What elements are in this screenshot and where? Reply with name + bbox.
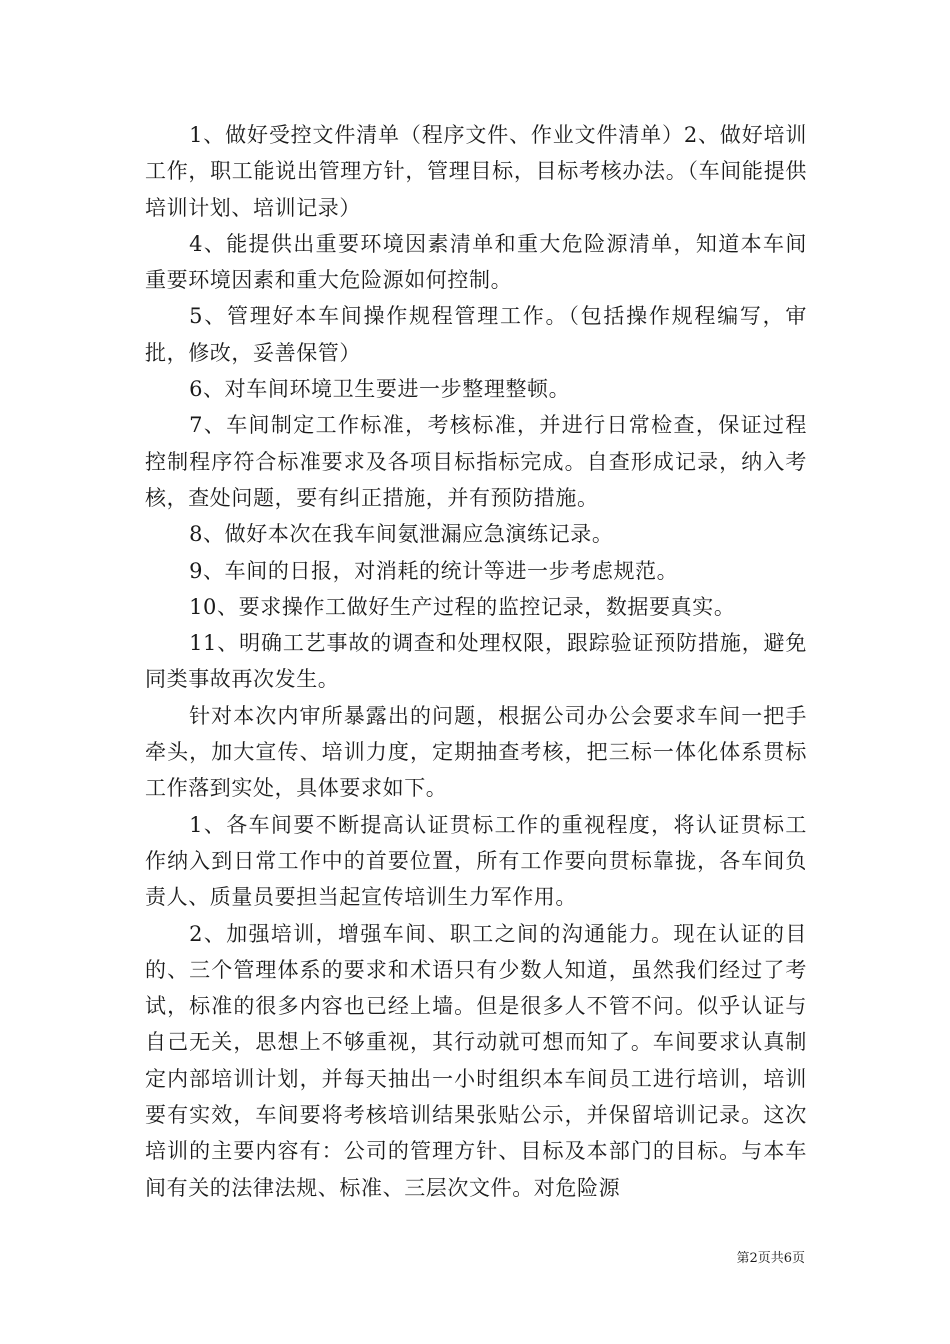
paragraph-10: 针对本次内审所暴露出的问题，根据公司办公会要求车间一把手牵头，加大宣传、培训力度，定期抽查考核，把三标一体化体系贯标工作落到实处，具体要求如下。 [145, 703, 807, 801]
paragraph-12: 2、加强培训，增强车间、职工之间的沟通能力。现在认证的目的、三个管理体系的要求和术语只有少数人知道，虽然我们经过了考试，标准的很多内容也已经上墙。但是很多人不管不问。似乎认证与自己无关，思想上不够重视，其行动就可想而知了。车间要求认真制定内部培训计划，并每天抽出一小时组织本车间员工进行培训，培训要有实效，车间要将考核培训结果张贴公示，并保留培训记录。这次培训的主要内容有：公司的管理方针、目标及本部门的目标。与本车间有关的法律法规、标准、三层次文件。对危险源 [145, 921, 807, 1200]
paragraph-11: 1、各车间要不断提高认证贯标工作的重视程度，将认证贯标工作纳入到日常工作中的首要位置，所有工作要向贯标靠拢，各车间负责人、质量员要担当起宣传培训生力军作用。 [145, 812, 807, 910]
document-body [145, 117, 807, 1206]
paragraph-7: 9、车间的日报，对消耗的统计等进一步考虑规范。 [189, 558, 679, 583]
paragraph-5: 7、车间制定工作标准，考核标准，并进行日常检查，保证过程控制程序符合标准要求及各项目标指标完成。自查形成记录，纳入考核，查处问题，要有纠正措施，并有预防措施。 [145, 413, 807, 510]
paragraph-2: 4、能提供出重要环境因素清单和重大危险源清单，知道本车间重要环境因素和重大危险源如何控制。 [145, 231, 807, 293]
paragraph-3: 5、管理好本车间操作规程管理工作。（包括操作规程编写，审批，修改，妥善保管） [145, 304, 807, 365]
page-number-footer: 第2页共6页 [736, 1251, 805, 1266]
paragraph-8: 10、要求操作工做好生产过程的监控记录，数据要真实。 [189, 594, 736, 619]
paragraph-6: 8、做好本次在我车间氨泄漏应急演练记录。 [189, 522, 614, 547]
paragraph-9: 11、明确工艺事故的调查和处理权限，跟踪验证预防措施，避免同类事故再次发生。 [145, 631, 807, 692]
paragraph-4: 6、对车间环境卫生要进一步整理整顿。 [189, 377, 571, 402]
paragraph-1: 1、做好受控文件清单（程序文件、作业文件清单）2、做好培训工作，职工能说出管理方针，管理目标，目标考核办法。（车间能提供培训计划、培训记录） [145, 123, 807, 220]
